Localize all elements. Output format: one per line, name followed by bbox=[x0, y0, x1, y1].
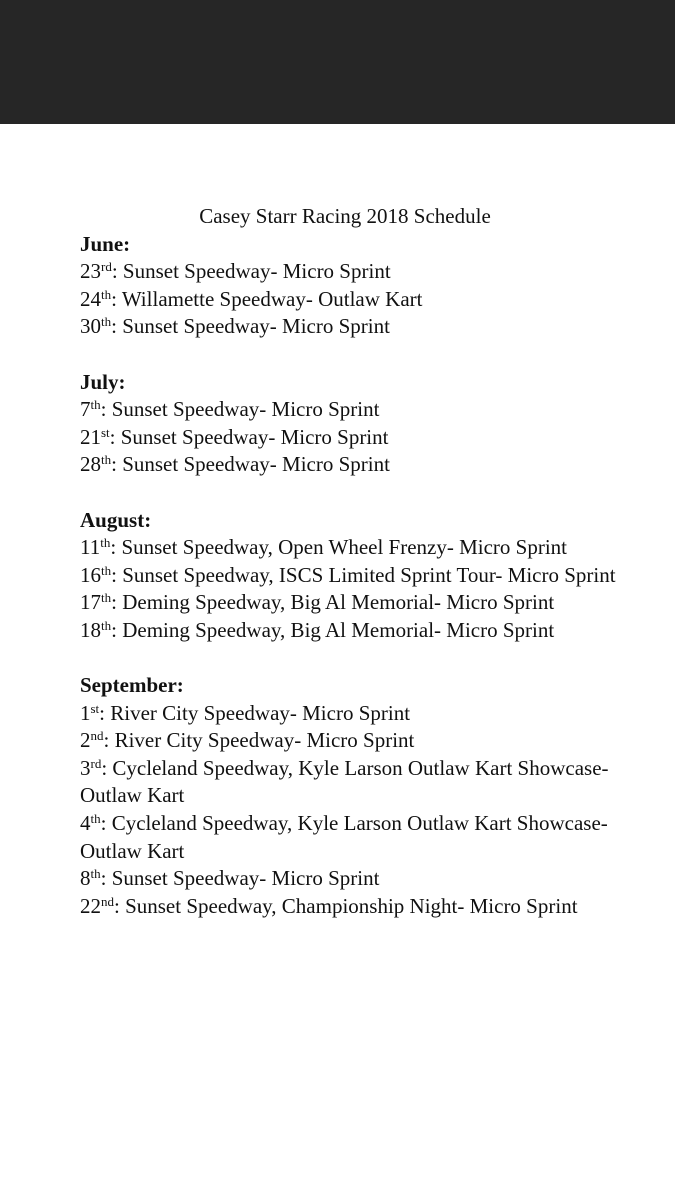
schedule-entry bbox=[80, 424, 620, 452]
month-section-june bbox=[80, 231, 620, 341]
schedule-entry bbox=[80, 810, 620, 865]
entry-day-suffix: th bbox=[101, 562, 112, 578]
entry-day-suffix: th bbox=[90, 866, 101, 882]
schedule-entry bbox=[80, 313, 620, 341]
entry-day: 24 bbox=[80, 286, 101, 311]
entry-text: : Cycleland Speedway, Kyle Larson Outlaw Kart Showcase- Outlaw Kart bbox=[80, 811, 608, 863]
entry-text: : Sunset Speedway- Micro Sprint bbox=[111, 314, 390, 339]
entry-day-suffix: th bbox=[101, 590, 112, 606]
schedule-entry bbox=[80, 755, 620, 810]
entry-day: 22 bbox=[80, 893, 101, 918]
entry-day-suffix: rd bbox=[90, 755, 102, 771]
month-label: July: bbox=[80, 369, 126, 394]
entry-text: : Sunset Speedway- Micro Sprint bbox=[111, 259, 391, 284]
entry-day: 2 bbox=[80, 728, 91, 753]
entry-day: 8 bbox=[80, 866, 91, 891]
schedule-entry bbox=[80, 700, 620, 728]
entry-text: : Cycleland Speedway, Kyle Larson Outlaw Kart Showcase- Outlaw Kart bbox=[80, 755, 609, 808]
entry-text: : Deming Speedway, Big Al Memorial- Micro Sprint bbox=[111, 617, 555, 642]
month-section-july bbox=[80, 369, 620, 479]
entry-day: 30 bbox=[80, 314, 101, 339]
entry-day-suffix: th bbox=[101, 452, 112, 468]
entry-day: 3 bbox=[80, 755, 91, 780]
entry-day-suffix: rd bbox=[101, 259, 112, 275]
entry-text: : Sunset Speedway- Micro Sprint bbox=[109, 424, 389, 449]
entry-text: : Sunset Speedway, Open Wheel Frenzy- Micro Sprint bbox=[110, 535, 568, 560]
entry-day: 28 bbox=[80, 452, 101, 477]
entry-text: : Sunset Speedway, Championship Night- Micro Sprint bbox=[114, 893, 578, 918]
schedule-entry bbox=[80, 562, 620, 590]
month-label: September: bbox=[80, 673, 184, 698]
entry-text: : River City Speedway- Micro Sprint bbox=[103, 728, 415, 753]
schedule-entry bbox=[80, 727, 620, 755]
schedule-entry bbox=[80, 396, 620, 424]
entry-text: : Willamette Speedway- Outlaw Kart bbox=[111, 286, 423, 311]
entry-text: : Sunset Speedway- Micro Sprint bbox=[100, 866, 380, 891]
entry-day: 21 bbox=[80, 424, 101, 449]
month-label: June: bbox=[80, 231, 131, 256]
entry-day: 4 bbox=[80, 811, 91, 836]
entry-text: : Sunset Speedway- Micro Sprint bbox=[100, 397, 380, 422]
entry-day-suffix: th bbox=[101, 617, 112, 633]
entry-day-suffix: th bbox=[101, 314, 112, 330]
month-label: August: bbox=[80, 507, 152, 532]
schedule-document bbox=[80, 203, 620, 920]
schedule-entry bbox=[80, 286, 620, 314]
entry-day: 11 bbox=[80, 535, 101, 560]
entry-day-suffix: th bbox=[90, 397, 101, 413]
document-title: Casey Starr Racing 2018 Schedule bbox=[199, 204, 491, 228]
schedule-entry bbox=[80, 534, 620, 562]
entry-day: 18 bbox=[80, 617, 101, 642]
entry-text: : River City Speedway- Micro Sprint bbox=[99, 700, 411, 725]
month-section-september bbox=[80, 672, 620, 920]
month-section-august bbox=[80, 507, 620, 645]
entry-text: : Sunset Speedway- Micro Sprint bbox=[111, 452, 390, 477]
schedule-entry bbox=[80, 589, 620, 617]
entry-day-suffix: th bbox=[101, 286, 112, 302]
entry-day: 16 bbox=[80, 562, 101, 587]
schedule-entry bbox=[80, 451, 620, 479]
schedule-entry bbox=[80, 617, 620, 645]
entry-day-suffix: th bbox=[100, 534, 111, 550]
entry-text: : Sunset Speedway, ISCS Limited Sprint Tour- Micro Sprint bbox=[111, 562, 616, 587]
entry-text: : Deming Speedway, Big Al Memorial- Micro Sprint bbox=[111, 590, 555, 615]
schedule-entry bbox=[80, 258, 620, 286]
entry-day: 1 bbox=[80, 700, 91, 725]
entry-day: 23 bbox=[80, 259, 101, 284]
entry-day: 7 bbox=[80, 397, 91, 422]
entry-day-suffix: th bbox=[90, 810, 101, 826]
schedule-entry bbox=[80, 865, 620, 893]
entry-day-suffix: st bbox=[90, 700, 100, 716]
top-bar bbox=[0, 0, 675, 124]
schedule-entry bbox=[80, 893, 620, 921]
entry-day-suffix: nd bbox=[90, 728, 104, 744]
entry-day-suffix: nd bbox=[101, 893, 114, 909]
entry-day-suffix: st bbox=[101, 424, 110, 440]
entry-day: 17 bbox=[80, 590, 101, 615]
